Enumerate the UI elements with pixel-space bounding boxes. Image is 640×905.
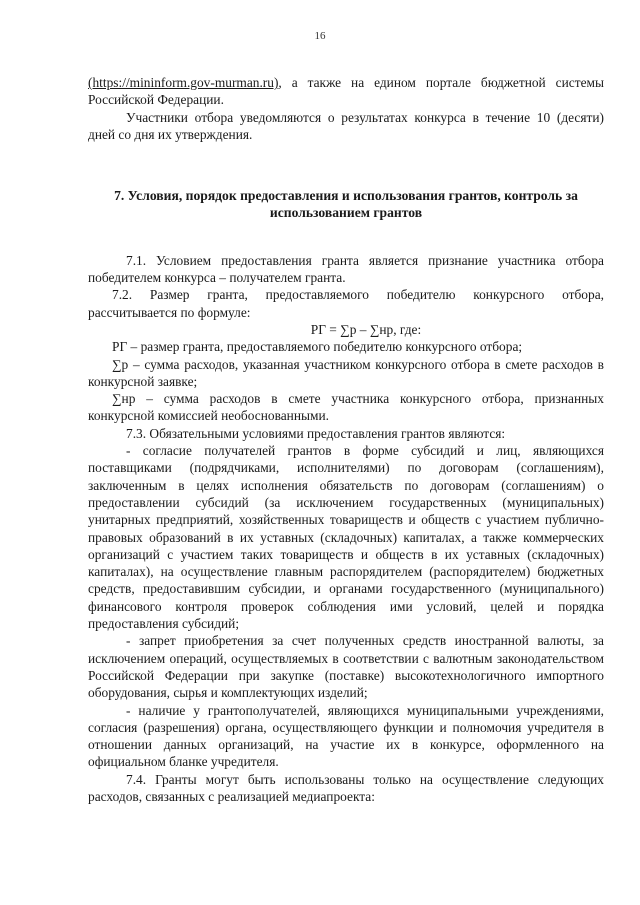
clause-7-4: 7.4. Гранты могут быть использованы только на осуществление следующих расходов, связанных с реализацией медиапроекта: <box>88 771 604 804</box>
condition-founder-consent: - наличие у грантополучателей, являющихся муниципальными учреждениями, согласия (разрешения) органа, осуществляющего функции и полномочия учредителя в отношении данных организаций, на участие их в конкурсе, оформленного на официальном бланке учредителя. <box>88 702 604 770</box>
document-body <box>88 74 604 805</box>
page-number: 16 <box>314 30 326 42</box>
grant-formula: РГ = ∑р – ∑нр, где: <box>310 321 422 337</box>
definition-rg: РГ – размер гранта, предоставляемого победителю конкурсного отбора; <box>112 339 523 355</box>
section-heading: 7. Условия, порядок предоставления и использования грантов, контроль за использованием грантов <box>114 188 578 221</box>
portal-link[interactable]: (https://mininform.gov-murman.ru) <box>88 75 279 90</box>
condition-consent: - согласие получателей грантов в форме субсидий и лиц, являющихся поставщиками (подрядчиками, исполнителями) по договорам (соглашениям), заключенным в целях исполнения обязательств по договорам (соглашениям) о предоставлении субсидий (за исключением государственных (муниципальных) унитарных предприятий, хозяйственных товариществ и обществ с участием публично-правовых образований в их уставных (складочных) капиталах, а также коммерческих организаций с участием таких товариществ и обществ в их уставных (складочных) капиталах), на осуществление главным распорядителем (распорядителем) бюджетных средств, предоставившим субсидии, и органами государственного (муниципального) финансового контроля проверок соблюдения ими условий, целей и порядка предоставления субсидий; <box>88 443 604 632</box>
paragraph-portal <box>88 74 604 109</box>
paragraph-notification: Участники отбора уведомляются о результатах конкурса в течение 10 (десяти) дней со дня их утверждения. <box>88 109 604 142</box>
paragraph-portal-text: , а также на едином портале бюджетной системы Российской Федерации. <box>88 75 604 108</box>
clause-7-3: 7.3. Обязательными условиями предоставления грантов являются: <box>126 425 506 441</box>
definition-sum-p: ∑р – сумма расходов, указанная участником конкурсного отбора в смете расходов в конкурсной заявке; <box>88 356 604 389</box>
condition-currency-ban: - запрет приобретения за счет полученных средств иностранной валюты, за исключением операций, осуществляемых в соответствии с валютным законодательством Российской Федерации при закупке (поставке) высокотехнологичного импортного оборудования, сырья и комплектующих изделий; <box>88 633 604 701</box>
clause-7-2: 7.2. Размер гранта, предоставляемого победителю конкурсного отбора, рассчитывается по формуле: <box>88 287 604 320</box>
definition-sum-np: ∑нр – сумма расходов в смете участника конкурсного отбора, признанных конкурсной комиссией необоснованными. <box>88 391 604 424</box>
clause-7-1: 7.1. Условием предоставления гранта является признание участника отбора победителем конкурса – получателем гранта. <box>88 252 604 286</box>
